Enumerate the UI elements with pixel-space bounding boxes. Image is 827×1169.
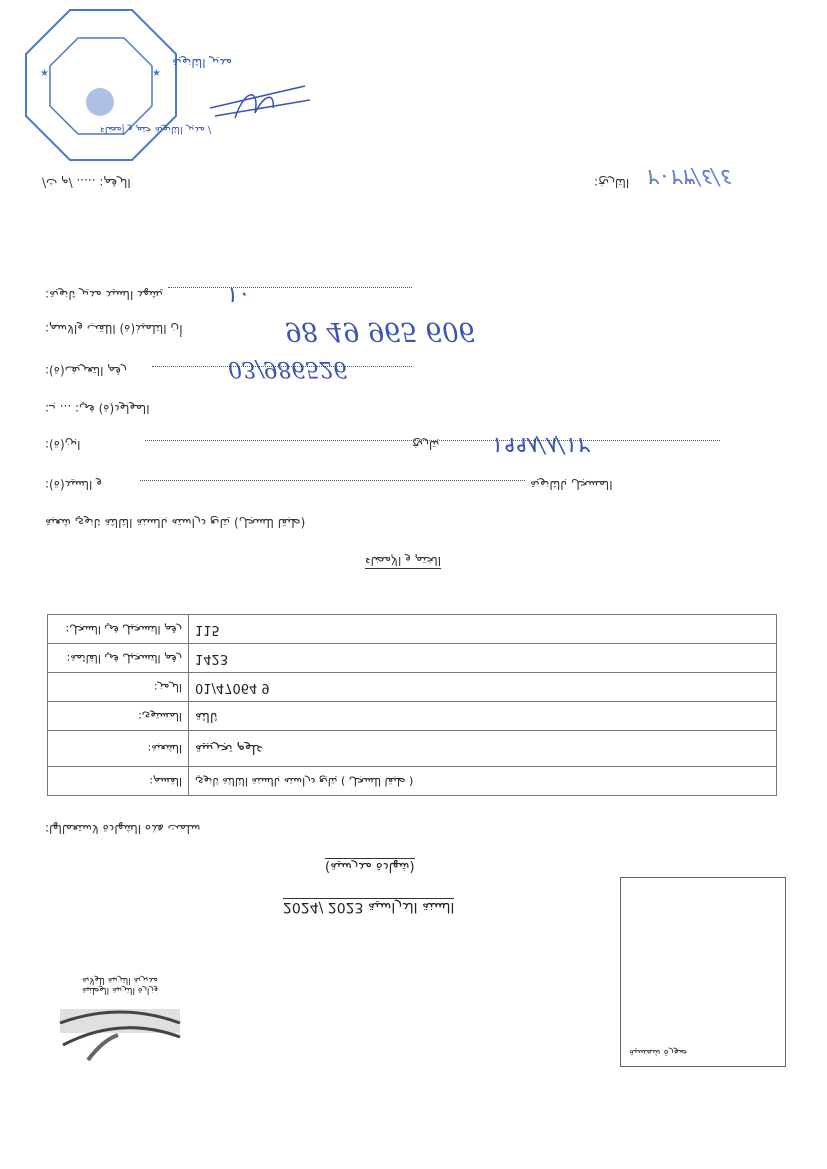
field-id-value: 03/986526: [228, 356, 348, 381]
ministry-logo: [58, 1005, 188, 1069]
field-birth: المولود(ة) في: ... بـ:: [45, 402, 150, 416]
date-label: التاريخ:: [594, 176, 630, 190]
document-title: (شهادة مدرسية): [325, 859, 415, 874]
date-value: ٢٠٢٣/٤/٤: [645, 164, 731, 189]
signature: [205, 78, 315, 127]
svg-text:★: ★: [40, 68, 49, 79]
info-table: [47, 614, 777, 796]
field-school: يشهد السيد مدير ثانوية:: [45, 288, 163, 302]
field-statement: (طبقا للسجل) يتابع دراسته بالسنة الثالثة ثانوي شعبة: [45, 516, 306, 530]
field-mother: و السيد(ة):: [45, 478, 102, 492]
field-school-value: ١٠: [225, 282, 249, 307]
field-name-value: 98 49 965 606: [285, 316, 476, 346]
photo-box: [620, 877, 786, 1067]
field-date-value: ١٩٩٨/٨/١٢: [490, 432, 588, 457]
table-row: الشعبة: علوم تجريبية: [48, 731, 777, 767]
usage-note: سلمت هذه الشهادة لاستعمالها:: [45, 822, 201, 836]
dotted-line: [168, 287, 412, 288]
table-row: الرمز: 01/47064 9: [48, 673, 777, 702]
school-stamp-label: الختم و الإمضاء: [365, 554, 442, 568]
table-row: رقم التسجيل في القائمة: 1423: [48, 644, 777, 673]
field-parent: ابن(ة):: [45, 438, 81, 452]
field-name: أن التلميذ(ة) اللقب والاسم:: [45, 322, 183, 336]
field-date-label: بتاريخ: [412, 438, 440, 452]
official-stamp: [20, 6, 180, 164]
ministry-text: وزارة التربية الوطنية مديرية التربية للولاية: [81, 975, 159, 995]
field-registered: المسجل بالثانوية: [530, 478, 613, 492]
reference-number: الرقم: ..... /م ث/: [42, 176, 131, 190]
table-row: رقم التسجيل في السجل: 115: [48, 615, 777, 644]
table-row: المستوى: ثالثة: [48, 702, 777, 731]
photo-label: صورة شمسية: [629, 1047, 688, 1058]
signature-title: مدير الثانوية: [172, 56, 233, 70]
school-year: السنة الدراسية 2023 /2024: [283, 899, 455, 915]
svg-text:★: ★: [152, 68, 161, 79]
table-row: القسم: ( طبقا للسجل ) يتابع دراسته بالسنة الثالثة ثانوي: [48, 767, 777, 796]
stamp-note: / مدير الثانوية ختم و إمضاء: [100, 124, 212, 135]
field-id: رقم التعريف(ة):: [45, 364, 127, 378]
dotted-line: [140, 480, 525, 481]
